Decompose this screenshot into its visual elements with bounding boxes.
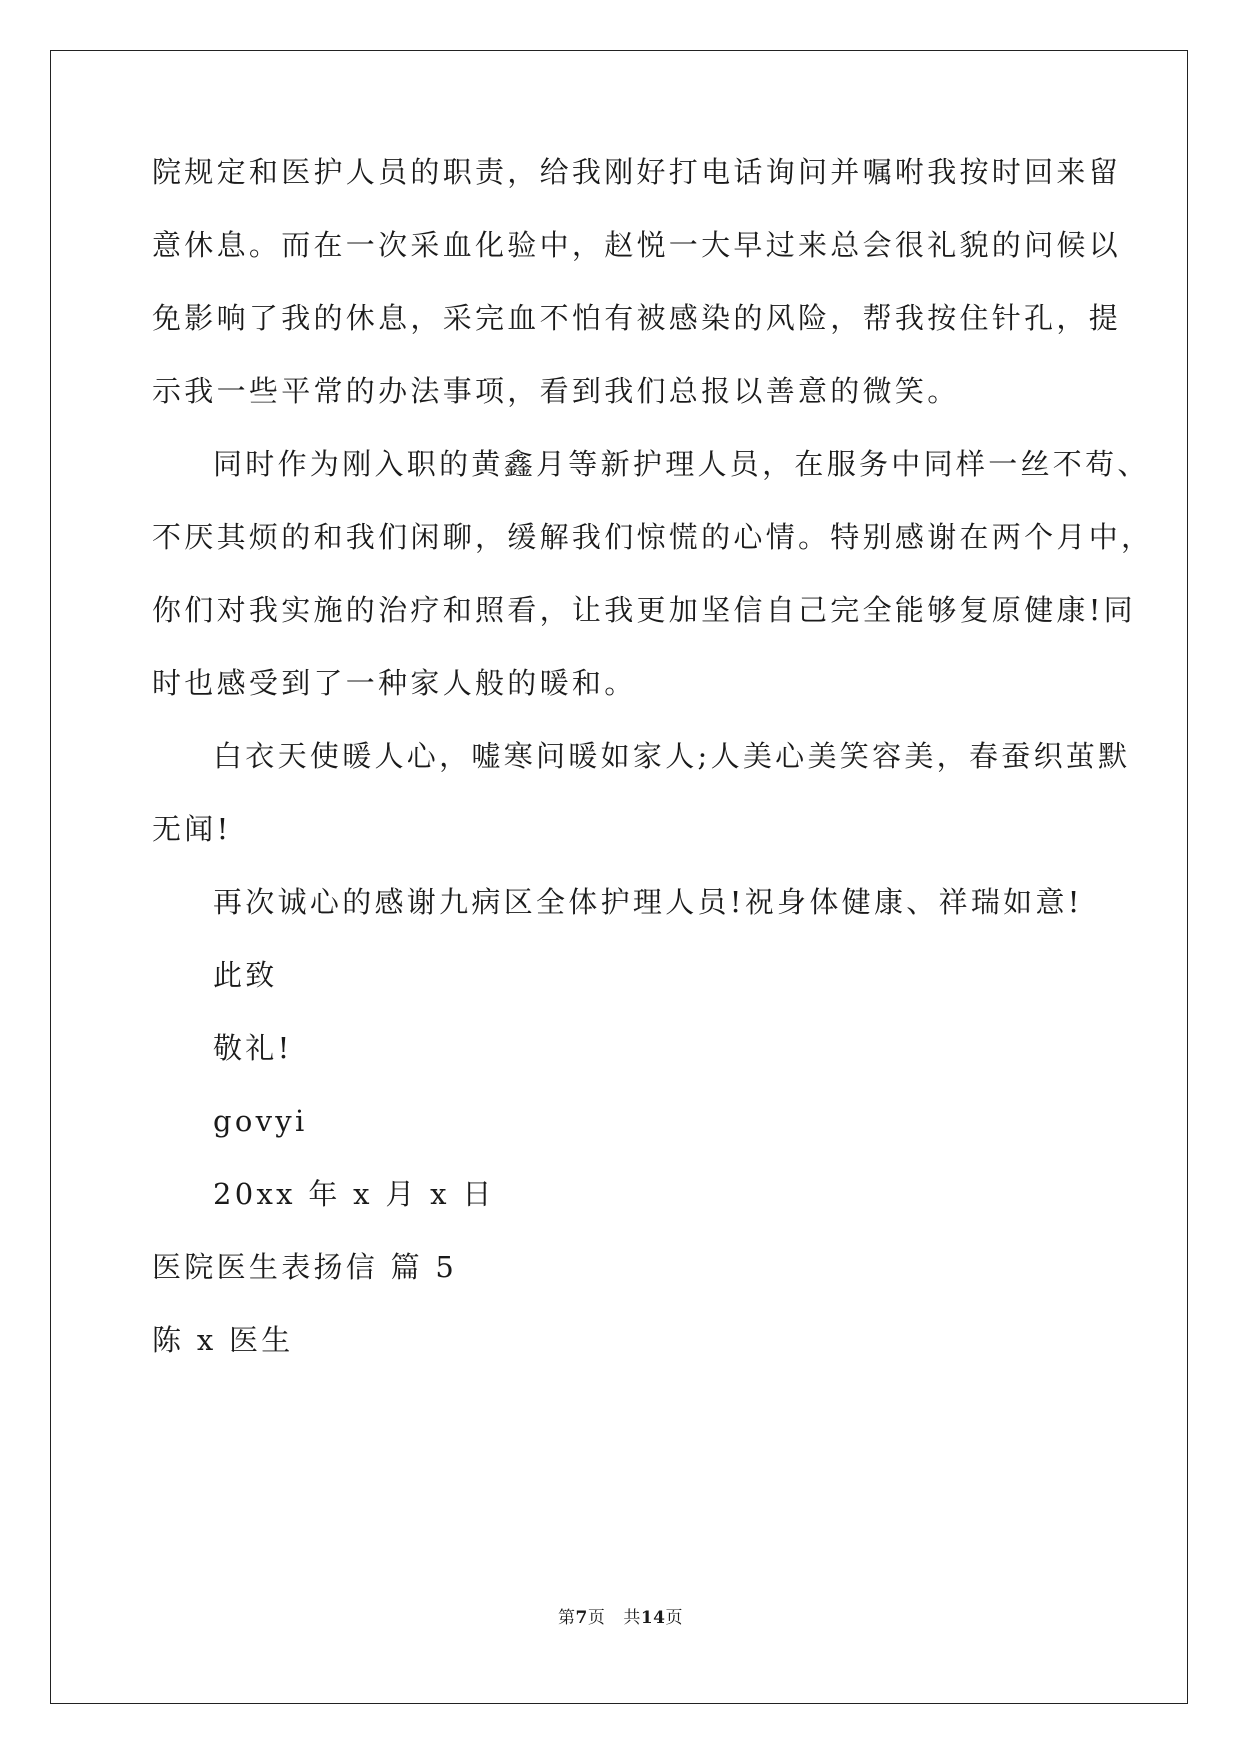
section-heading: 医院医生表扬信 篇 5 (152, 1250, 458, 1284)
footer-prefix: 第 (557, 1608, 576, 1628)
body-line-5: 同时作为刚入职的黄鑫月等新护理人员，在服务中同样一丝不苟、 (213, 447, 1150, 481)
page-footer (0, 1608, 1241, 1628)
body-line-3: 免影响了我的休息，采完血不怕有被感染的风险，帮我按住针孔，提 (152, 301, 1122, 335)
body-line-11: 再次诚心的感谢九病区全体护理人员!祝身体健康、祥瑞如意! (213, 885, 1083, 919)
footer-page-number: 7 (575, 1608, 588, 1628)
body-line-9: 白衣天使暖人心，嘘寒问暖如家人;人美心美笑容美，春蚕织茧默 (213, 739, 1131, 773)
footer-total-unit: 页 (665, 1608, 683, 1628)
body-line-2: 意休息。而在一次采血化验中，赵悦一大早过来总会很礼貌的问候以 (152, 228, 1122, 262)
footer-total-pages: 14 (640, 1608, 666, 1628)
body-line-8: 时也感受到了一种家人般的暖和。 (152, 666, 637, 700)
body-line-1: 院规定和医护人员的职责，给我刚好打电话询问并嘱咐我按时回来留 (152, 155, 1122, 189)
body-line-10: 无闻! (152, 812, 232, 846)
footer-page-unit: 页 (587, 1608, 606, 1628)
body-line-4: 示我一些平常的办法事项，看到我们总报以善意的微笑。 (152, 374, 960, 408)
body-line-7: 你们对我实施的治疗和照看，让我更加坚信自己完全能够复原健康!同 (152, 593, 1136, 627)
date-line: 20xx 年 x 月 x 日 (213, 1177, 495, 1211)
body-line-6: 不厌其烦的和我们闲聊，缓解我们惊慌的心情。特别感谢在两个月中， (152, 520, 1154, 554)
closing-salutation: 此致 (213, 958, 278, 992)
closing-respect: 敬礼! (213, 1031, 293, 1065)
signature: govyi (213, 1104, 308, 1138)
recipient-line: 陈 x 医生 (152, 1323, 294, 1357)
footer-total-prefix: 共 (623, 1608, 641, 1628)
